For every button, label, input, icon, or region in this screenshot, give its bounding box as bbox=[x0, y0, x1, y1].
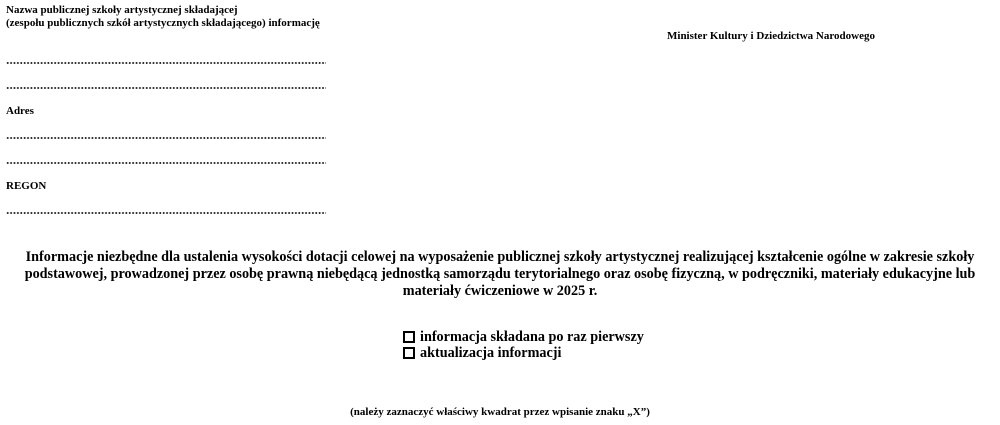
regon-label: REGON bbox=[6, 180, 47, 192]
checkbox-empty-icon[interactable] bbox=[403, 347, 415, 359]
option-update-label: aktualizacja informacji bbox=[420, 345, 562, 361]
school-name-field-1[interactable] bbox=[6, 62, 326, 64]
address-label: Adres bbox=[6, 105, 34, 117]
instruction-note: (należy zaznaczyć właściwy kwadrat przez wpisanie znaku „X”) bbox=[350, 406, 650, 418]
option-first-submission[interactable] bbox=[403, 329, 644, 345]
checkbox-empty-icon[interactable] bbox=[403, 331, 415, 343]
option-first-submission-label: informacja składana po raz pierwszy bbox=[420, 329, 644, 345]
school-name-label-line2: (zespołu publicznych szkół artystycznych składającego) informację bbox=[6, 17, 320, 29]
school-name-field-2[interactable] bbox=[6, 87, 326, 89]
recipient-label: Minister Kultury i Dziedzictwa Narodowego bbox=[667, 30, 875, 42]
submission-type-options bbox=[403, 329, 644, 361]
document-title: Informacje niezbędne dla ustalenia wysokości dotacji celowej na wyposażenie publicznej szkoły artystycznej realizującej kształcenie ogólne w zakresie szkoły podstawowej, prowadzonej przez osobę prawną niebędącą jednostką samorządu terytorialnego oraz osobę fizyczną, w podręczniki, materiały edukacyjne lub materiały ćwiczeniowe w 2025 r. bbox=[24, 249, 976, 299]
address-field-1[interactable] bbox=[6, 137, 326, 139]
address-field-2[interactable] bbox=[6, 162, 326, 164]
school-name-label-line1: Nazwa publicznej szkoły artystycznej składającej bbox=[6, 4, 238, 16]
option-update[interactable] bbox=[403, 345, 644, 361]
school-name-label bbox=[6, 4, 320, 30]
regon-field[interactable] bbox=[6, 212, 326, 214]
